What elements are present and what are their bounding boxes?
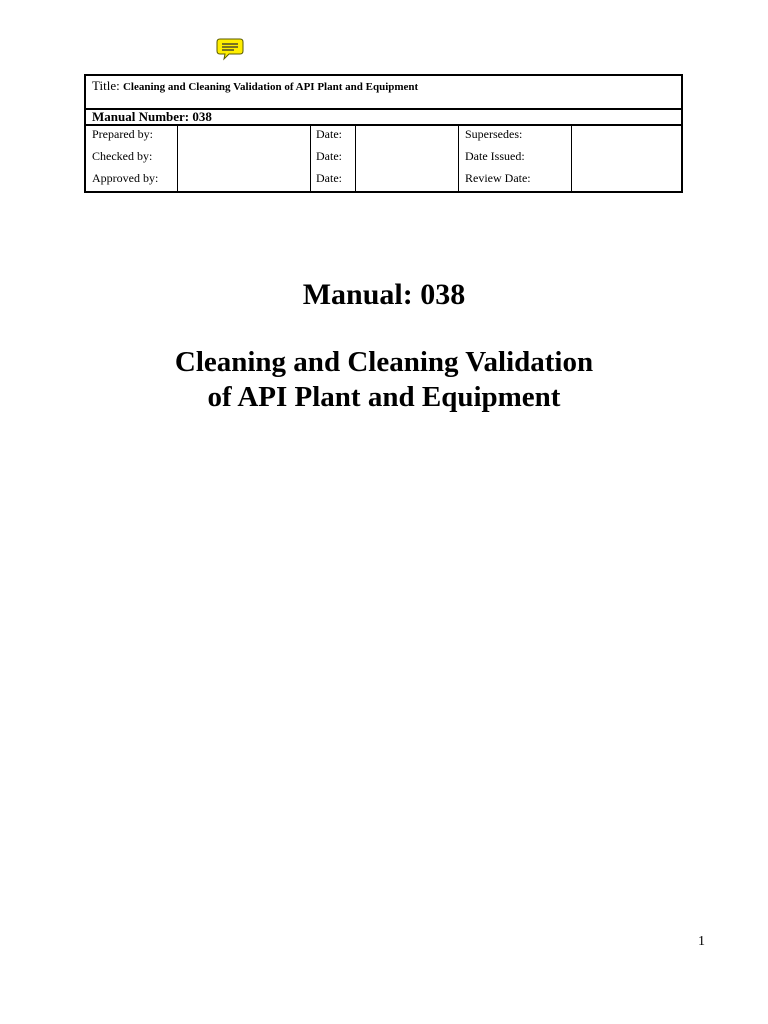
grid-divider [571,126,572,191]
comment-note-icon[interactable] [216,37,246,61]
document-title-line-2: of API Plant and Equipment [207,381,561,413]
title-value: Cleaning and Cleaning Validation of API Plant and Equipment [122,81,419,93]
manual-heading: Manual: 038 [302,278,466,311]
title-label: Title: [92,78,120,93]
approval-grid [86,126,681,191]
manual-number: Manual Number: 038 [92,109,212,124]
grid-divider [310,126,311,191]
date-label: Date: [316,171,342,185]
document-header-table [84,74,683,193]
manual-number-row [86,110,681,126]
grid-divider [458,126,459,191]
grid-divider [177,126,178,191]
title-row [86,76,681,110]
date-issued-label: Date Issued: [465,149,525,163]
checked-by-label: Checked by: [92,149,153,163]
date-label: Date: [316,149,342,163]
approved-by-label: Approved by: [92,171,159,185]
page-number: 1 [698,934,705,949]
supersedes-label: Supersedes: [465,127,523,141]
prepared-by-label: Prepared by: [92,127,153,141]
grid-divider [355,126,356,191]
document-title-line-1: Cleaning and Cleaning Validation [174,346,594,378]
date-label: Date: [316,127,342,141]
review-date-label: Review Date: [465,171,531,185]
